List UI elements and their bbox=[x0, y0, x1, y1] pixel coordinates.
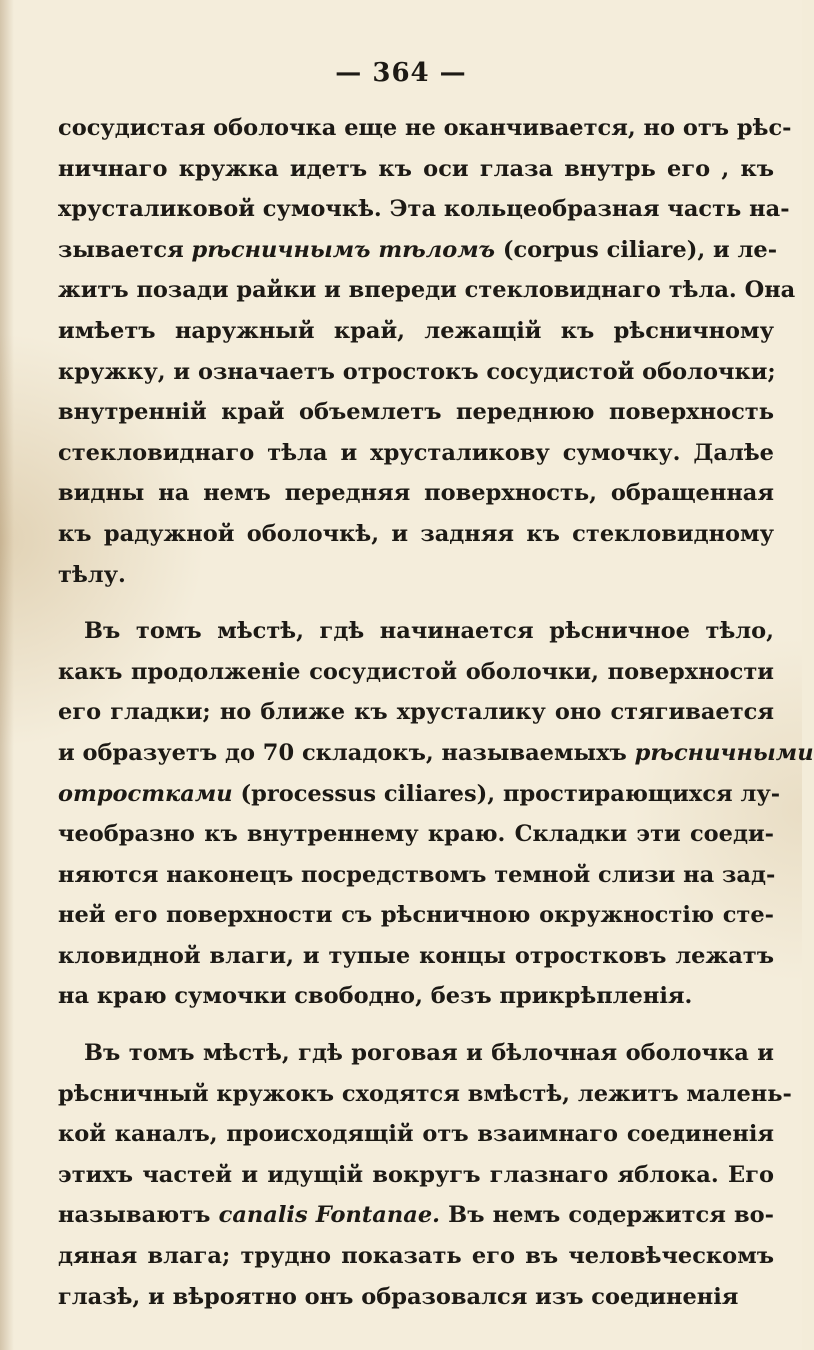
text-run: къ радужной оболочкѣ, и задняя къ стекловидному bbox=[58, 520, 774, 547]
text-run: видны на немъ передняя поверхность, обращенная bbox=[58, 480, 774, 507]
text-line bbox=[58, 611, 774, 652]
text-run: (corpus ciliare), и ле- bbox=[494, 236, 778, 263]
text-line bbox=[58, 1195, 774, 1236]
body-text bbox=[58, 108, 814, 1317]
text-line bbox=[58, 936, 774, 977]
text-run: зывается bbox=[58, 236, 192, 263]
text-run: тѣлу. bbox=[58, 561, 126, 588]
text-line bbox=[58, 352, 774, 393]
text-line bbox=[58, 392, 774, 433]
page-spine-shadow bbox=[0, 0, 14, 1350]
text-run: чеобразно къ внутреннему краю. Складки эти соеди- bbox=[58, 821, 774, 848]
text-line bbox=[58, 514, 774, 555]
text-run: и образуетъ до 70 складокъ, называемыхъ bbox=[58, 739, 635, 766]
text-run: ничнаго кружка идетъ къ оси глаза внутрь его , къ bbox=[58, 155, 774, 182]
text-run: хрусталиковой сумочкѣ. Эта кольцеобразная часть на- bbox=[58, 196, 790, 223]
text-run: кловидной влаги, и тупые концы отростковъ лежатъ bbox=[58, 942, 774, 969]
text-run: Въ немъ содержится во- bbox=[439, 1202, 775, 1229]
text-run: рѣсничный кружокъ сходятся вмѣстѣ, лежитъ малень- bbox=[58, 1080, 792, 1107]
text-run: кружку, и означаетъ отростокъ сосудистой оболочки; bbox=[58, 358, 776, 385]
text-line bbox=[58, 108, 792, 149]
text-line bbox=[58, 692, 774, 733]
text-line bbox=[58, 1236, 774, 1277]
text-run: (processus ciliares), простирающихся лу- bbox=[232, 780, 781, 807]
text-run: его гладки; но ближе къ хрусталику оно стягивается bbox=[58, 699, 774, 726]
text-run: этихъ частей и идущій вокругъ глазнаго яблока. Его bbox=[58, 1161, 774, 1188]
text-run: няются наконецъ посредствомъ темной слизи на зад- bbox=[58, 861, 776, 888]
text-run: глазѣ, и вѣроятно онъ образовался изъ соединенія bbox=[58, 1283, 739, 1310]
text-run: называютъ bbox=[58, 1202, 219, 1229]
text-run: какъ продолженіе сосудистой оболочки, поверхности bbox=[58, 658, 774, 685]
text-run: Въ томъ мѣстѣ, гдѣ начинается рѣсничное тѣло, bbox=[84, 618, 774, 645]
text-line bbox=[58, 230, 778, 271]
text-run: стекловиднаго тѣла и хрусталикову сумочку. Далѣе bbox=[58, 439, 774, 466]
text-run: на краю сумочки свободно, безъ прикрѣпленія. bbox=[58, 983, 693, 1010]
text-line bbox=[58, 1277, 774, 1318]
paragraph bbox=[58, 1033, 792, 1317]
paragraph bbox=[58, 108, 796, 595]
text-run: дяная влага; трудно показать его въ человѣческомъ bbox=[58, 1243, 774, 1270]
italic-term: canalis Fontanae. bbox=[218, 1202, 440, 1229]
italic-term: рѣсничнымъ тѣломъ bbox=[191, 236, 495, 263]
text-line bbox=[58, 1114, 774, 1155]
text-line bbox=[58, 895, 774, 936]
text-line bbox=[58, 976, 774, 1017]
text-line bbox=[58, 1074, 792, 1115]
text-line bbox=[58, 311, 774, 352]
text-line bbox=[58, 149, 774, 190]
text-run: житъ позади райки и впереди стекловиднаго тѣла. Она bbox=[58, 277, 796, 304]
text-line bbox=[58, 652, 774, 693]
text-line bbox=[58, 814, 774, 855]
text-run: внутренній край объемлетъ переднюю поверхность bbox=[58, 399, 774, 426]
page-number: — 364 — bbox=[335, 58, 467, 88]
text-run: Въ томъ мѣстѣ, гдѣ роговая и бѣлочная оболочка и bbox=[84, 1040, 774, 1067]
text-run: кой каналъ, происходящій отъ взаимнаго соединенія bbox=[58, 1121, 774, 1148]
italic-term: рѣсничными bbox=[634, 739, 814, 766]
text-line bbox=[58, 473, 774, 514]
italic-term: отростками bbox=[58, 780, 233, 807]
text-line bbox=[58, 433, 774, 474]
text-run: имѣетъ наружный край, лежащій къ рѣсничному bbox=[58, 317, 774, 344]
text-line bbox=[58, 774, 781, 815]
text-line bbox=[58, 855, 774, 896]
text-run: ней его поверхности съ рѣсничною окружностію сте- bbox=[58, 902, 774, 929]
text-line bbox=[58, 733, 814, 774]
text-line bbox=[58, 1033, 774, 1074]
text-line bbox=[58, 1155, 774, 1196]
text-line bbox=[58, 555, 774, 596]
text-run: сосудистая оболочка еще не оканчивается, но отъ рѣс- bbox=[58, 115, 792, 141]
text-line bbox=[58, 189, 790, 230]
paragraph bbox=[58, 611, 814, 1017]
text-line bbox=[58, 270, 796, 311]
